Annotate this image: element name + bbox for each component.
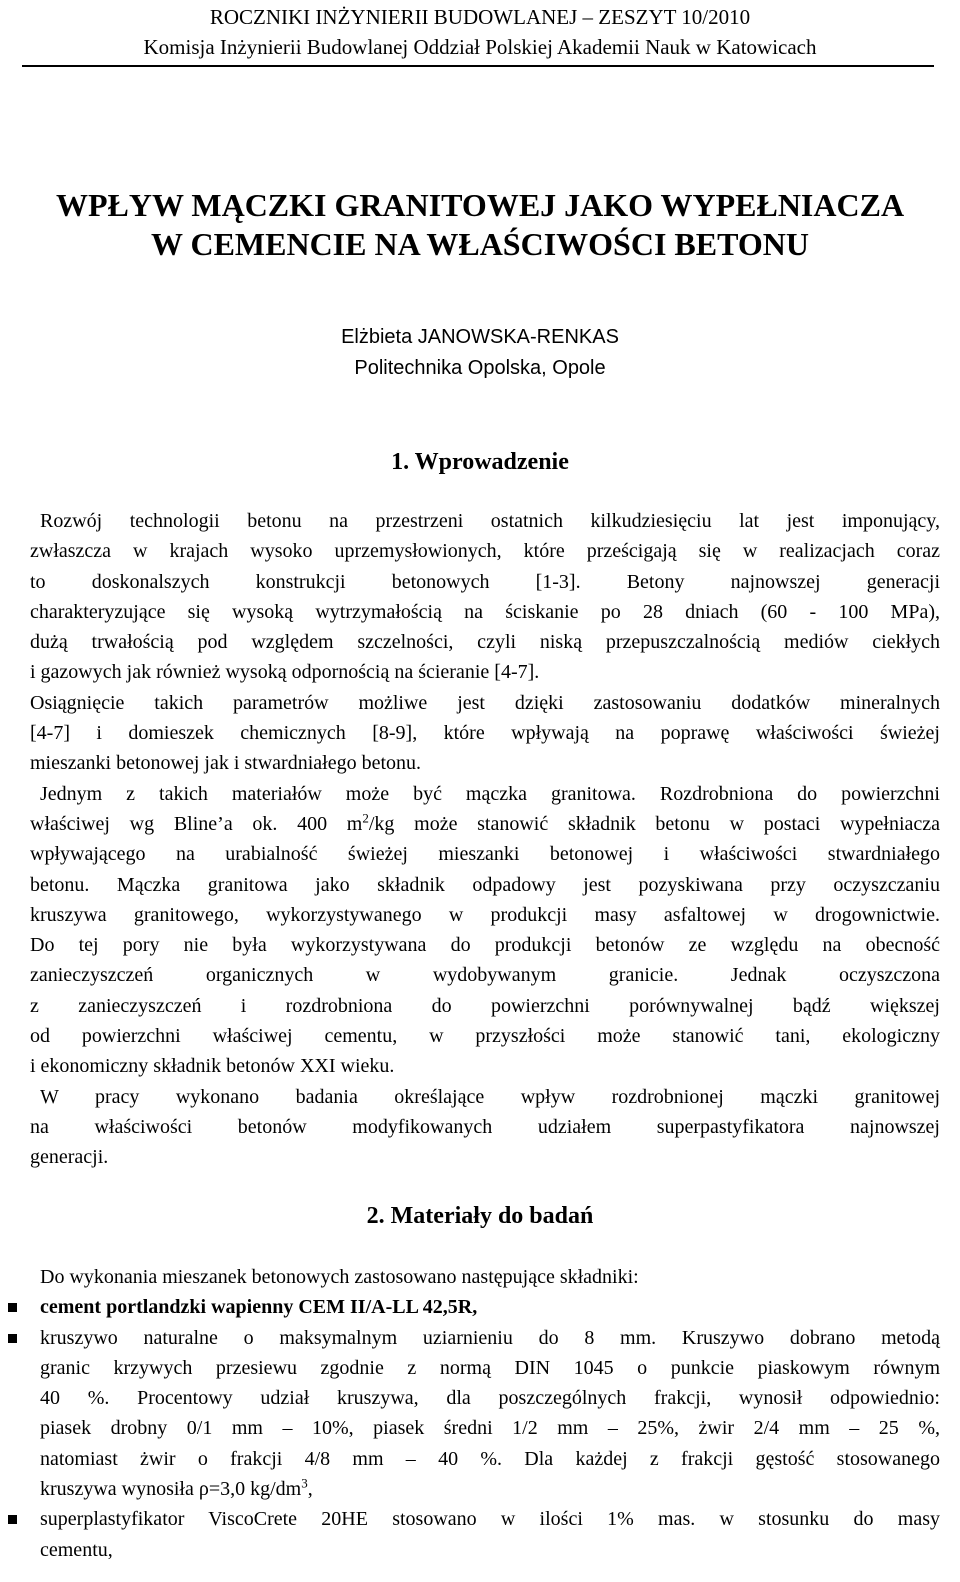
list-item-line-with-superscript xyxy=(40,1474,940,1504)
paragraph-line: na właściwości betonów modyfikowanych udziałem superpastyfikatora najnowszej xyxy=(30,1115,940,1138)
square-bullet-icon xyxy=(8,1334,17,1343)
text-fragment: kruszywa wynosiła ρ=3,0 kg/dm xyxy=(40,1478,302,1501)
paragraph-line: W pracy wykonano badania określające wpływ rozdrobnionej mączki granitowej xyxy=(40,1085,940,1108)
paragraph-line: zwłaszcza w krajach wysoko uprzemysłowionych, które prześcigają się w realizacjach coraz xyxy=(30,540,940,563)
paragraph-line: z zanieczyszczeń i rozdrobniona do powierzchni porównywalnej bądź większej xyxy=(30,994,940,1017)
paragraph-line: od powierzchni właściwej cementu, w przyszłości może stanowić tani, ekologiczny xyxy=(30,1025,940,1048)
paragraph-line: Jednym z takich materiałów może być mączka granitowa. Rozdrobniona do powierzchni xyxy=(40,782,940,805)
journal-publisher: Komisja Inżynierii Budowlanej Oddział Polskiej Akademii Nauk w Katowicach xyxy=(143,35,817,59)
paragraph-line: to doskonalszych konstrukcji betonowych [1-3]. Betony najnowszej generacji xyxy=(30,570,940,593)
paragraph-line: [4-7] i domieszek chemicznych [8-9], które wpływają na poprawę właściwości świeżej xyxy=(30,722,940,745)
list-item-line: superplastyfikator ViscoCrete 20HE stosowano w ilości 1% mas. w stosunku do masy xyxy=(40,1508,940,1531)
materials-intro: Do wykonania mieszanek betonowych zastosowano następujące składniki: xyxy=(40,1266,639,1288)
paragraph-line: charakteryzujące się wysoką wytrzymałością na ściskanie po 28 dniach (60 - 100 MPa), xyxy=(30,600,940,623)
paragraph-line: kruszywa granitowego, wykorzystywanego w produkcji masy asfaltowej w drogownictwie. xyxy=(30,903,940,926)
paragraph-line: Osiągnięcie takich parametrów możliwe jest dzięki zastosowaniu dodatków mineralnych xyxy=(30,691,940,714)
list-item-text-bold: cement portlandzki wapienny CEM II/A-LL 42,5R, xyxy=(40,1296,478,1319)
list-item-line: granic krzywych przesiewu zgodnie z normą DIN 1045 o punkcie piaskowym równym xyxy=(40,1356,940,1379)
author-name: Elżbieta JANOWSKA-RENKAS xyxy=(341,326,619,348)
section-materials-body xyxy=(30,1262,940,1565)
list-item-line: piasek drobny 0/1 mm – 10%, piasek średni 1/2 mm – 25%, żwir 2/4 mm – 25 %, xyxy=(40,1417,940,1440)
list-item-line: cementu, xyxy=(40,1538,113,1561)
text-fragment: /kg może stanowić składnik betonu w postaci wypełniacza xyxy=(368,812,941,835)
section-heading-introduction: 1. Wprowadzenie xyxy=(391,449,569,475)
square-bullet-icon xyxy=(8,1515,17,1524)
author-affiliation: Politechnika Opolska, Opole xyxy=(354,357,606,379)
paragraph-line: wpływającego na urabialność świeżej mieszanki betonowej i właściwości stwardniałego xyxy=(30,843,940,866)
paragraph-line: betonu. Mączka granitowa jako składnik odpadowy jest pozyskiwana przy oczyszczaniu xyxy=(30,873,940,896)
paragraph-line-with-superscript xyxy=(30,809,940,839)
superscript: 3 xyxy=(301,1475,308,1491)
list-item-line: 40 %. Procentowy udział kruszywa, dla poszczególnych frakcji, wynosił odpowiednio: xyxy=(40,1387,940,1410)
journal-title: ROCZNIKI INŻYNIERII BUDOWLANEJ – ZESZYT 10/2010 xyxy=(209,5,751,29)
paragraph-line: Rozwój technologii betonu na przestrzeni ostatnich kilkudziesięciu lat jest imponujący, xyxy=(40,510,940,532)
text-fragment: właściwej wg Bline’a ok. 400 m xyxy=(30,812,363,835)
list-item xyxy=(30,1504,940,1565)
paper-title-line2: W CEMENCIE NA WŁAŚCIWOŚCI BETONU xyxy=(151,226,809,262)
paragraph-line: generacji. xyxy=(30,1146,109,1169)
list-item-line: kruszywo naturalne o maksymalnym uziarnieniu do 8 mm. Kruszywo dobrano metodą xyxy=(40,1326,940,1349)
header-rule xyxy=(22,65,934,67)
paragraph-line: i ekonomiczny składnik betonów XXI wieku. xyxy=(30,1055,395,1078)
paragraph-line: zanieczyszczeń organicznych w wydobywanym granicie. Jednak oczyszczona xyxy=(30,964,940,987)
square-bullet-icon xyxy=(8,1303,17,1312)
paper-title-line1: WPŁYW MĄCZKI GRANITOWEJ JAKO WYPEŁNIACZA xyxy=(55,187,905,223)
list-item-line: natomiast żwir o frakcji 4/8 mm – 40 %. Dla każdej z frakcji gęstość stosowanego xyxy=(40,1447,940,1470)
section-heading-materials: 2. Materiały do badań xyxy=(366,1203,594,1229)
superscript: 2 xyxy=(362,810,369,826)
text-fragment: , xyxy=(307,1478,313,1501)
list-item xyxy=(30,1292,940,1322)
list-item xyxy=(30,1323,940,1505)
list-item-text xyxy=(40,1292,940,1322)
section-introduction-body xyxy=(30,506,940,1173)
paragraph-line: i gazowych jak również wysoką odpornością na ścieranie [4-7]. xyxy=(30,661,540,684)
paragraph-line: mieszanki betonowej jak i stwardniałego betonu. xyxy=(30,752,422,775)
paragraph-line: Do tej pory nie była wykorzystywana do produkcji betonów ze względu na obecność xyxy=(30,934,940,957)
paragraph-line: dużą trwałością pod względem szczelności, czyli niską przepuszczalnością mediów ciekłych xyxy=(30,631,940,654)
